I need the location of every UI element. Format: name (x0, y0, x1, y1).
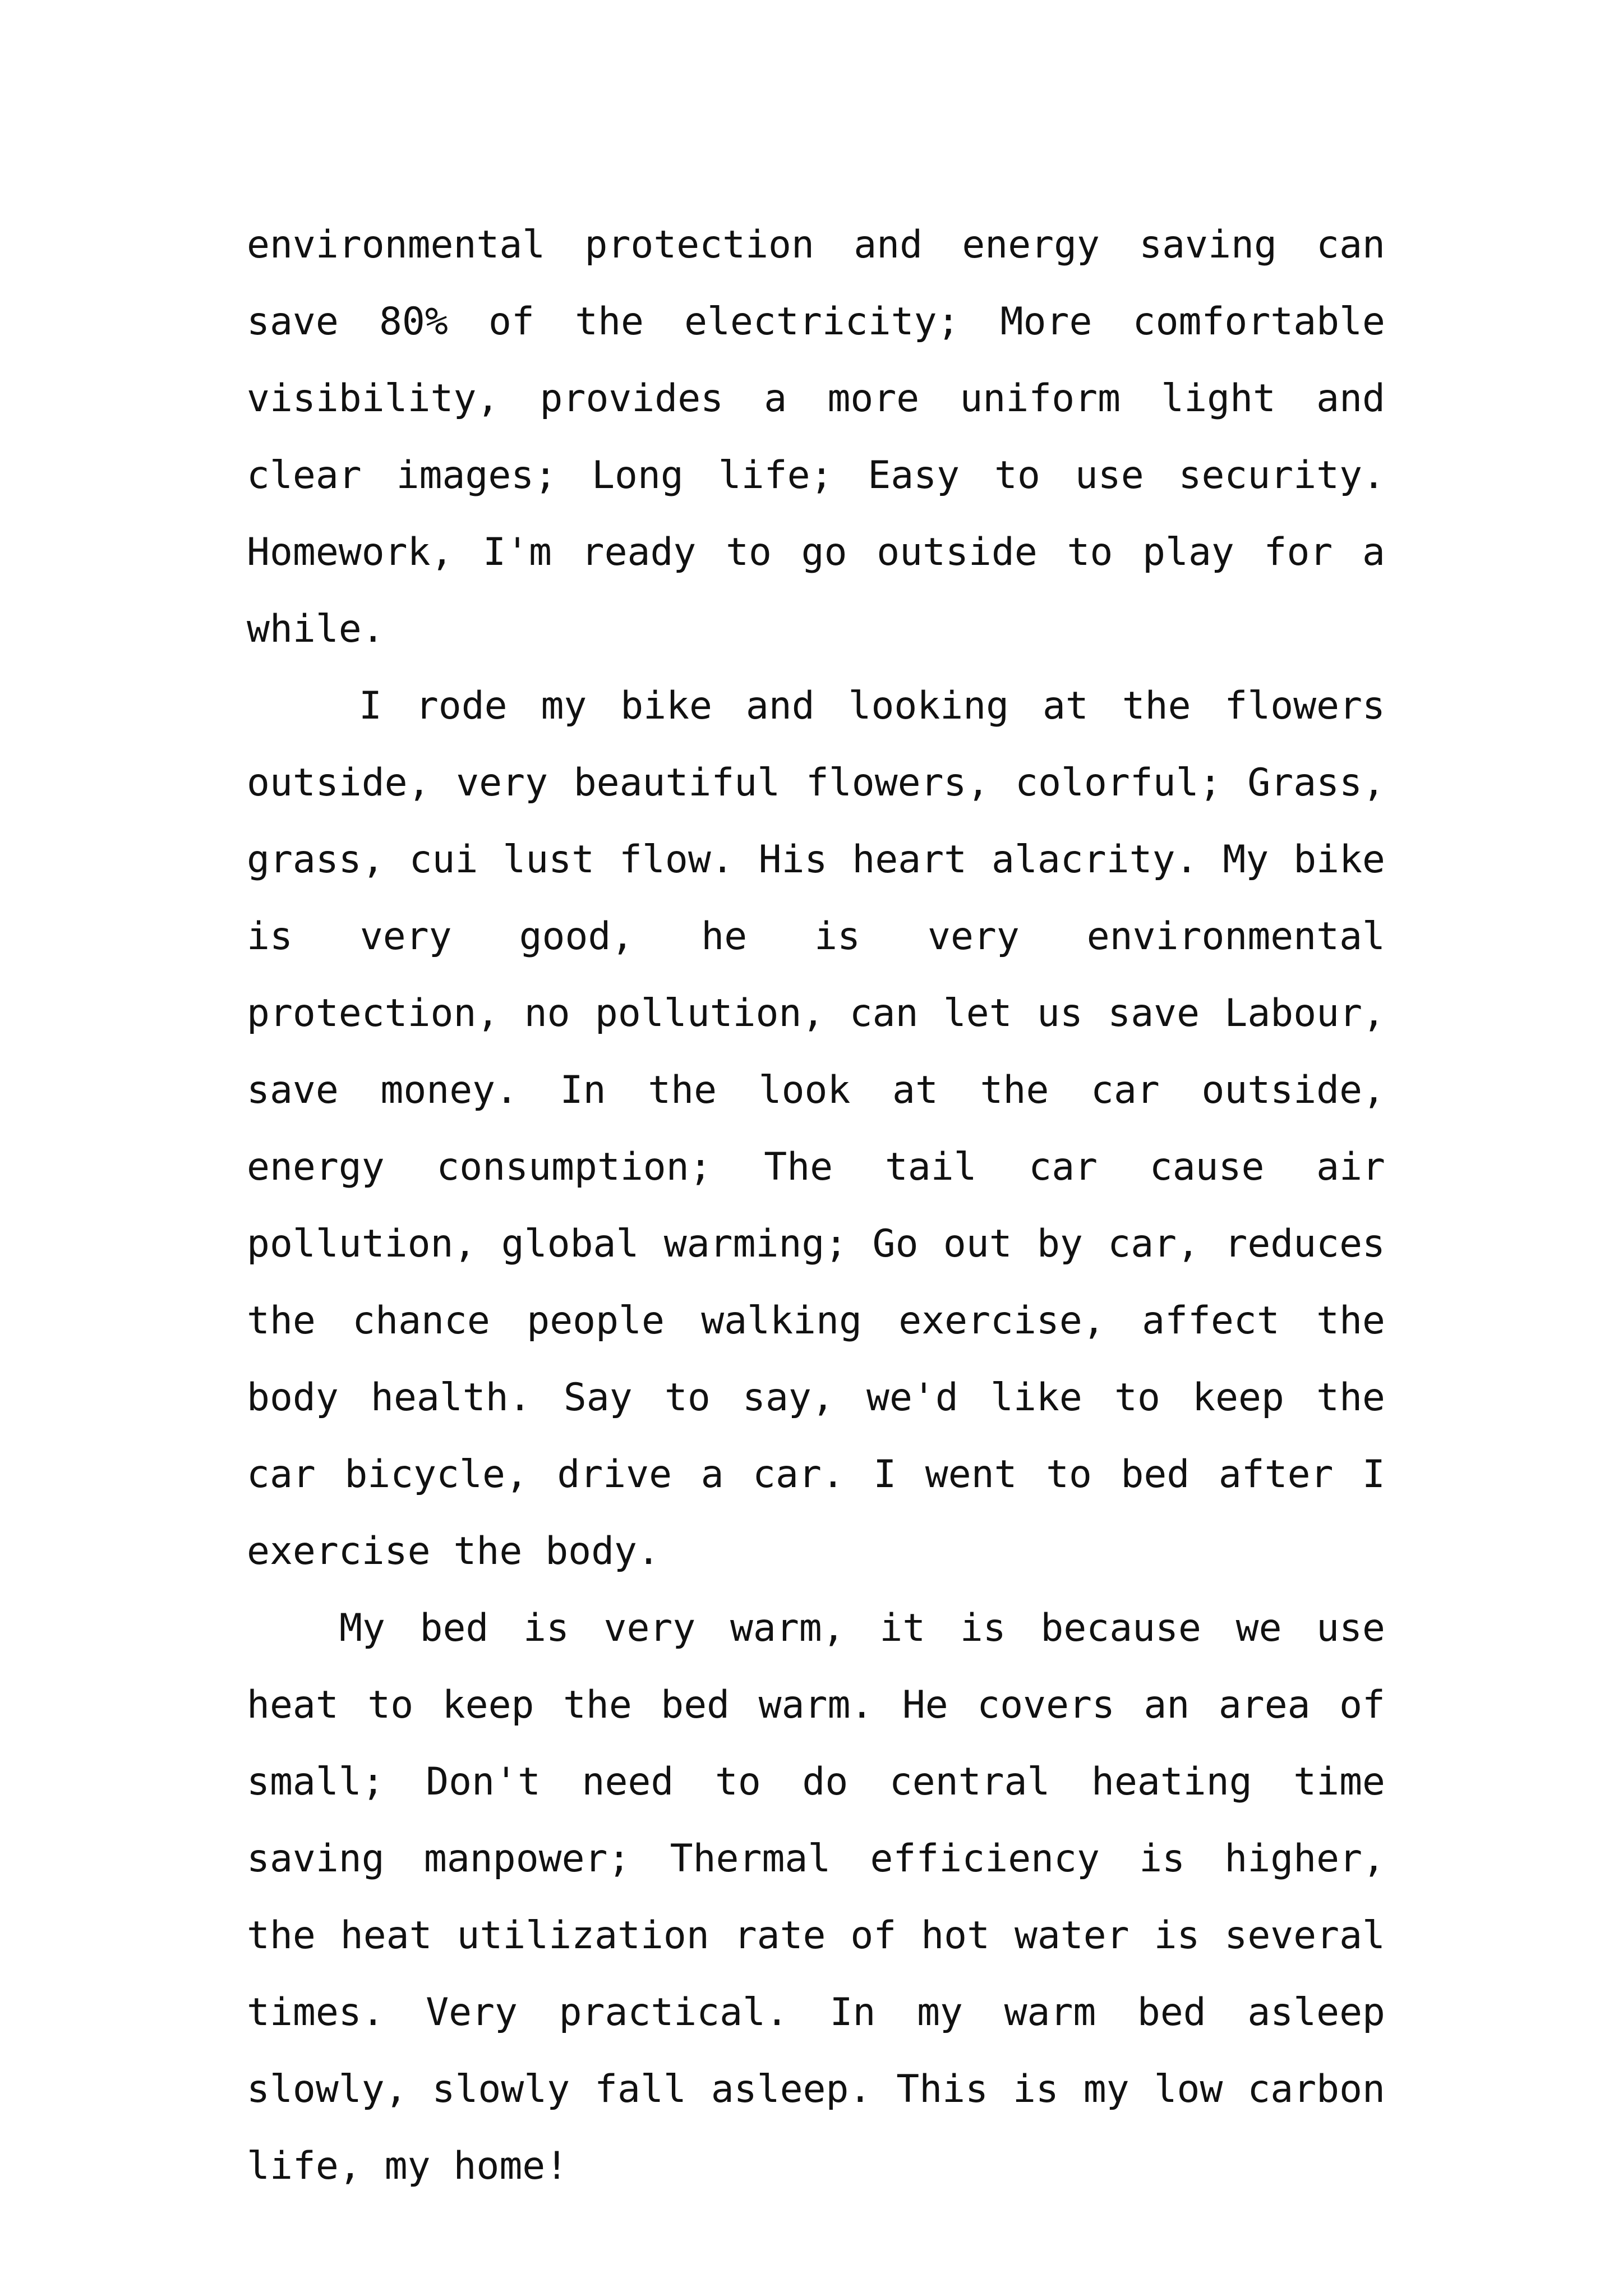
paragraph-2: I rode my bike and looking at the flowers outside, very beautiful flowers, colorful; Grass, grass, cui lust flow. His heart alacrity. My bike is very good, he is very environmental protection, no pollution, can let us save Labour, save money. In the look at the car outside, energy consumption; The tail car cause air pollution, global warming; Go out by car, reduces the chance people walking exercise, affect the body health. Say to say, we'd like to keep the car bicycle, drive a car. I went to bed after I exercise the body. (247, 684, 1385, 1573)
body-text (247, 206, 1385, 2205)
paragraph-1: environmental protection and energy saving can save 80% of the electricity; More comfortable visibility, provides a more uniform light and clear images; Long life; Easy to use security. Homework, I'm ready to go outside to play for a while. (247, 223, 1385, 651)
paragraph-3: My bed is very warm, it is because we use heat to keep the bed warm. He covers an area of small; Don't need to do central heating time saving manpower; Thermal efficiency is higher, the heat utilization rate of hot water is several times. Very practical. In my warm bed asleep slowly, slowly fall asleep. This is my low carbon life, my home! (247, 1606, 1385, 2188)
